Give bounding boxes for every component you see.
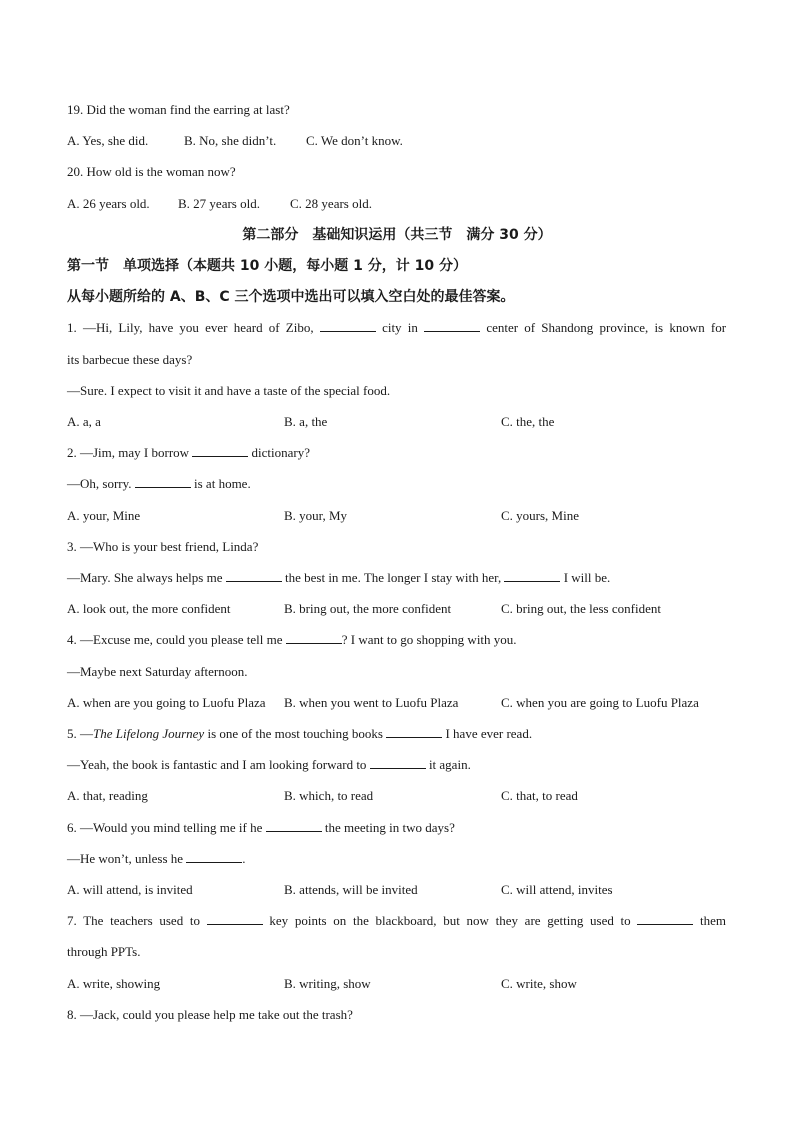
question-1-stem	[67, 320, 726, 336]
q2-part-2: dictionary?	[251, 445, 311, 460]
q1-part-1: 1. —Hi, Lily, have you ever heard of Zibo,	[67, 320, 314, 335]
q1-stem-line-2: its barbecue these days?	[67, 352, 193, 367]
book-title: The Lifelong Journey	[93, 726, 205, 741]
q4-option-c: C. when you are going to Luofu Plaza	[501, 695, 699, 710]
q1-option-a: A. a, a	[67, 414, 101, 429]
answer-blank	[186, 851, 242, 863]
q5-option-c: C. that, to read	[501, 788, 578, 803]
q19-option-b: B. No, she didn’t.	[184, 133, 277, 148]
question-3-stem: 3. —Who is your best friend, Linda?	[67, 539, 259, 554]
q7-part-2: key points on the blackboard, but now they are getting used to	[269, 913, 631, 928]
instruction: 从每小题所给的 A、B、C 三个选项中选出可以填入空白处的最佳答案。	[67, 289, 515, 305]
q4-option-b: B. when you went to Luofu Plaza	[284, 695, 459, 710]
q7-part-1: 7. The teachers used to	[67, 913, 200, 928]
question-4-stem	[67, 632, 517, 648]
answer-blank	[286, 632, 342, 644]
q5-option-b: B. which, to read	[284, 788, 374, 803]
q6-part-1: 6. —Would you mind telling me if he	[67, 820, 263, 835]
q5-option-a: A. that, reading	[67, 788, 148, 803]
q6-reply	[67, 851, 246, 867]
q20-option-b: B. 27 years old.	[178, 196, 260, 211]
q6-option-b: B. attends, will be invited	[284, 882, 418, 897]
q3-reply	[67, 570, 610, 586]
q3-option-c: C. bring out, the less confident	[501, 601, 661, 616]
q4-option-a: A. when are you going to Luofu Plaza	[67, 695, 266, 710]
answer-blank	[370, 757, 426, 769]
q5-part-1: 5. —	[67, 726, 93, 741]
q5-reply	[67, 757, 471, 773]
answer-blank	[386, 726, 442, 738]
q3-option-b: B. bring out, the more confident	[284, 601, 452, 616]
q19-option-a: A. Yes, she did.	[67, 133, 149, 148]
answer-blank	[424, 320, 480, 332]
q6-part-2: the meeting in two days?	[324, 820, 455, 835]
q1-part-3: center of Shandong province, is known for	[486, 320, 727, 335]
q5-reply-part-1: —Yeah, the book is fantastic and I am looking forward to	[67, 757, 367, 772]
q2-option-b: B. your, My	[284, 508, 348, 523]
q1-reply: —Sure. I expect to visit it and have a taste of the special food.	[67, 383, 391, 398]
q19-option-c: C. We don’t know.	[306, 133, 403, 148]
q5-reply-part-2: it again.	[428, 757, 471, 772]
q1-option-c: C. the, the	[501, 414, 555, 429]
q4-part-2: ? I want to go shopping with you.	[341, 632, 517, 647]
q5-part-3: I have ever read.	[445, 726, 533, 741]
q7-part-3: them	[700, 913, 727, 928]
q1-part-2: city in	[382, 320, 418, 335]
q6-option-c: C. will attend, invites	[501, 882, 613, 897]
answer-blank	[504, 570, 560, 582]
q7-stem-line-2: through PPTs.	[67, 944, 141, 959]
question-8-stem: 8. —Jack, could you please help me take out the trash?	[67, 1007, 353, 1022]
question-7-stem	[67, 913, 726, 929]
answer-blank	[320, 320, 376, 332]
question-6-stem	[67, 820, 455, 836]
q7-option-c: C. write, show	[501, 976, 577, 991]
q6-option-a: A. will attend, is invited	[67, 882, 193, 897]
question-2-stem	[67, 445, 310, 461]
q6-reply-part-2: .	[242, 851, 246, 866]
q20-option-a: A. 26 years old.	[67, 196, 150, 211]
q4-part-1: 4. —Excuse me, could you please tell me	[67, 632, 283, 647]
q7-option-a: A. write, showing	[67, 976, 161, 991]
q2-reply-part-1: —Oh, sorry.	[67, 476, 132, 491]
answer-blank	[266, 820, 322, 832]
q1-option-b: B. a, the	[284, 414, 328, 429]
q2-part-1: 2. —Jim, may I borrow	[67, 445, 190, 460]
q2-reply-part-2: is at home.	[194, 476, 251, 491]
q3-option-a: A. look out, the more confident	[67, 601, 231, 616]
answer-blank	[135, 476, 191, 488]
q3-reply-part-3: I will be.	[563, 570, 611, 585]
question-5-stem	[67, 726, 532, 742]
part-2-title: 第二部分 基础知识运用（共三节 满分 30 分）	[242, 227, 552, 243]
q3-reply-part-2: the best in me. The longer I stay with her,	[285, 570, 502, 585]
question-19-stem: 19. Did the woman find the earring at last?	[67, 102, 290, 117]
q2-option-c: C. yours, Mine	[501, 508, 579, 523]
section-1-title: 第一节 单项选择（本题共 10 小题，每小题 1 分，计 10 分）	[67, 258, 467, 274]
q20-option-c: C. 28 years old.	[290, 196, 372, 211]
q5-part-2: is one of the most touching books	[207, 726, 383, 741]
q3-reply-part-1: —Mary. She always helps me	[67, 570, 223, 585]
answer-blank	[192, 445, 248, 457]
q4-reply: —Maybe next Saturday afternoon.	[67, 664, 248, 679]
q6-reply-part-1: —He won’t, unless he	[67, 851, 184, 866]
q2-option-a: A. your, Mine	[67, 508, 141, 523]
q2-reply	[67, 476, 251, 492]
answer-blank	[637, 913, 693, 925]
q7-option-b: B. writing, show	[284, 976, 371, 991]
question-20-stem: 20. How old is the woman now?	[67, 164, 236, 179]
answer-blank	[207, 913, 263, 925]
answer-blank	[226, 570, 282, 582]
